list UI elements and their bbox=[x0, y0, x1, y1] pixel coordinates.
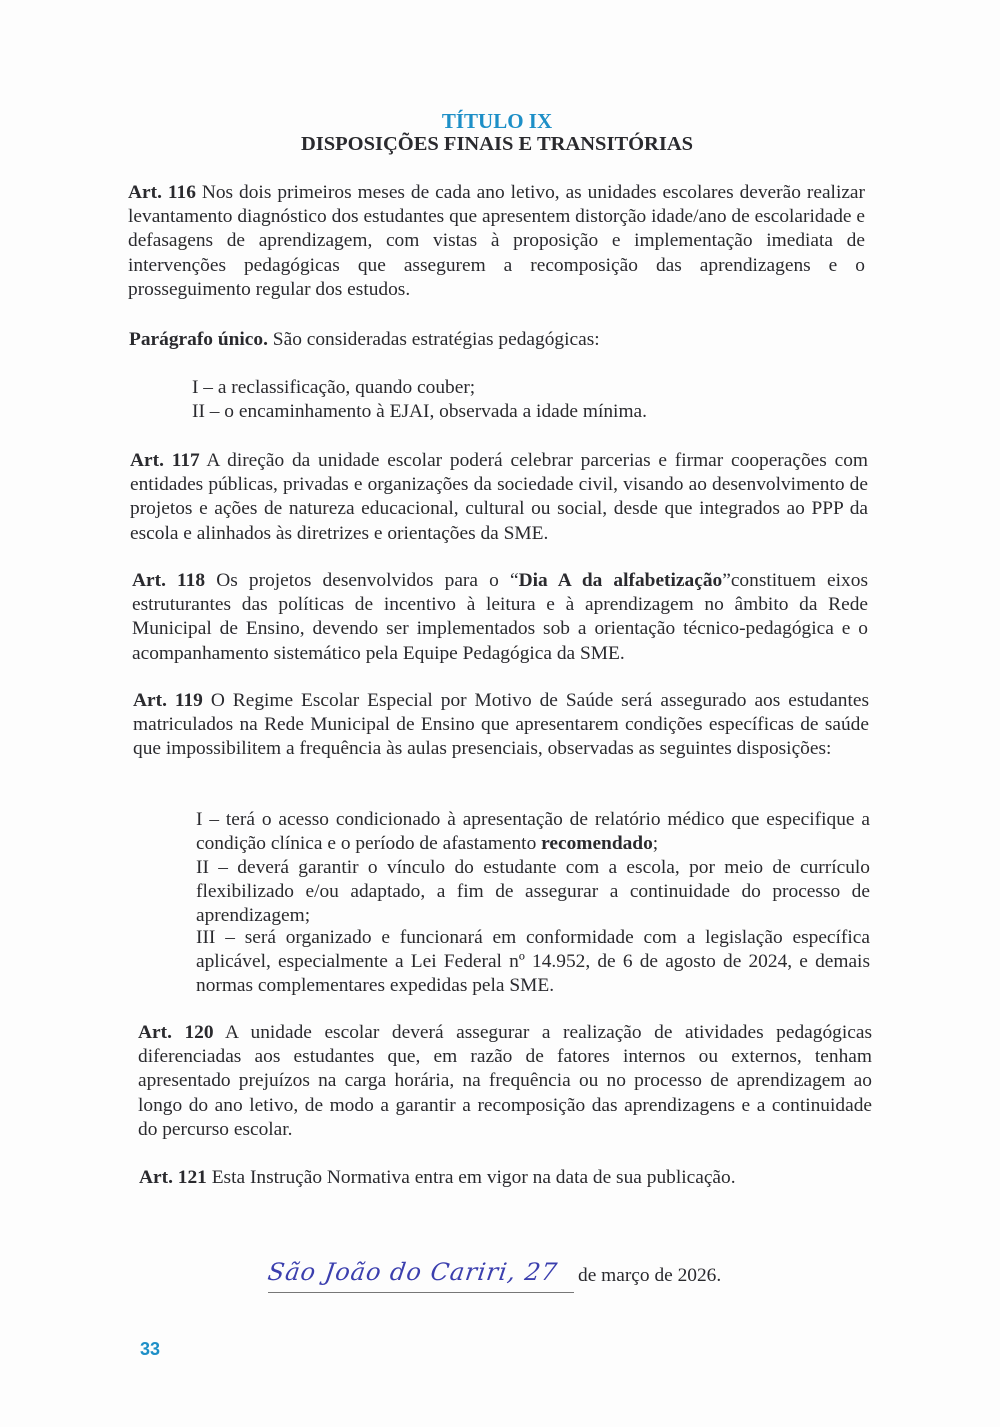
article-label: Art. 119 bbox=[133, 690, 203, 711]
article-label: Art. 116 bbox=[128, 182, 196, 203]
paragrafo-text: São consideradas estratégias pedagógicas: bbox=[267, 329, 600, 350]
article-text: Esta Instrução Normativa entra em vigor na data de sua publicação. bbox=[206, 1167, 736, 1188]
article-bold-term: Dia A da alfabetização bbox=[518, 570, 723, 591]
article-label: Art. 118 bbox=[132, 570, 206, 591]
title-heading: TÍTULO IX bbox=[441, 109, 553, 133]
article-label: Art. 120 bbox=[138, 1022, 214, 1043]
handwritten-signature bbox=[268, 1258, 574, 1302]
article-119 bbox=[133, 689, 869, 762]
article-121 bbox=[139, 1166, 873, 1190]
subtitle-heading: DISPOSIÇÕES FINAIS E TRANSITÓRIAS bbox=[300, 133, 694, 155]
article-text: ”constituem eixos estruturantes das políticas de incentivo à leitura e à aprendizagem no âmbito da Rede Municipal de Ensino, devendo ser implementados sob a orientação técnico-pedagógica e o acompanhamento sistemático pela Equipe Pedagógica da SME. bbox=[132, 570, 868, 664]
article-label: Art. 121 bbox=[139, 1167, 207, 1188]
list-item-text: ; bbox=[652, 833, 659, 855]
article-text: Os projetos desenvolvidos para o “ bbox=[205, 570, 519, 591]
closing-date: de março de 2026. bbox=[578, 1265, 722, 1286]
article-117 bbox=[130, 449, 868, 546]
paragrafo-label: Parágrafo único. bbox=[129, 329, 268, 350]
list-item bbox=[196, 808, 870, 856]
article-120 bbox=[138, 1021, 872, 1142]
list-item-bold: recomendado bbox=[541, 833, 653, 855]
article-116 bbox=[128, 181, 865, 302]
article-text: Nos dois primeiros meses de cada ano letivo, as unidades escolares deverão realizar levantamento diagnóstico dos estudantes que apresentem distorção idade/ano de escolaridade e defasagens de aprendizagem, com vistas à proposição e implementação imediata de intervenções pedagógicas que assegurem a recomposição das aprendizagens e o prosseguimento regular dos estudos. bbox=[128, 182, 865, 300]
list-item: III – será organizado e funcionará em conformidade com a legislação específica aplicável, especialmente a Lei Federal nº 14.952, de 6 de agosto de 2024, e demais normas complementares expedidas pela SME. bbox=[196, 927, 870, 997]
page-number: 33 bbox=[140, 1339, 161, 1359]
paragrafo-unico bbox=[129, 328, 866, 352]
handwritten-place-day: São João do Cariri, 27 bbox=[266, 1258, 560, 1286]
article-text: A direção da unidade escolar poderá celebrar parcerias e firmar cooperações com entidades públicas, privadas e organizações da sociedade civil, visando ao desenvolvimento de projetos e ações de natureza educacional, cultural ou social, desde que integrados ao PPP da escola e alinhados às diretrizes e orientações da SME. bbox=[130, 450, 868, 544]
list-item: II – deverá garantir o vínculo do estudante com a escola, por meio de currículo flexibilizado e/ou adaptado, a fim de assegurar a continuidade do processo de aprendizagem; bbox=[196, 857, 870, 927]
list-item: I – a reclassificação, quando couber; bbox=[192, 377, 476, 398]
article-text: A unidade escolar deverá assegurar a realização de atividades pedagógicas diferenciadas aos estudantes que, em razão de fatores internos ou externos, tenham apresentado prejuízos na carga horária, na frequência ou no processo de aprendizagem ao longo do ano letivo, de modo a garantir a recomposição das aprendizagens e a continuidade do percurso escolar. bbox=[138, 1022, 872, 1140]
article-118 bbox=[132, 569, 868, 666]
article-text: O Regime Escolar Especial por Motivo de Saúde será assegurado aos estudantes matriculados na Rede Municipal de Ensino que apresentarem condições específicas de saúde que impossibilitem a frequência às aulas presenciais, observadas as seguintes disposições: bbox=[133, 690, 870, 760]
signature-underline bbox=[268, 1292, 574, 1293]
list-item: II – o encaminhamento à EJAI, observada a idade mínima. bbox=[192, 401, 647, 422]
article-label: Art. 117 bbox=[130, 450, 200, 471]
list-item-text: I – terá o acesso condicionado à apresentação de relatório médico que especifique a condição clínica e o período de afastamento bbox=[196, 809, 870, 855]
